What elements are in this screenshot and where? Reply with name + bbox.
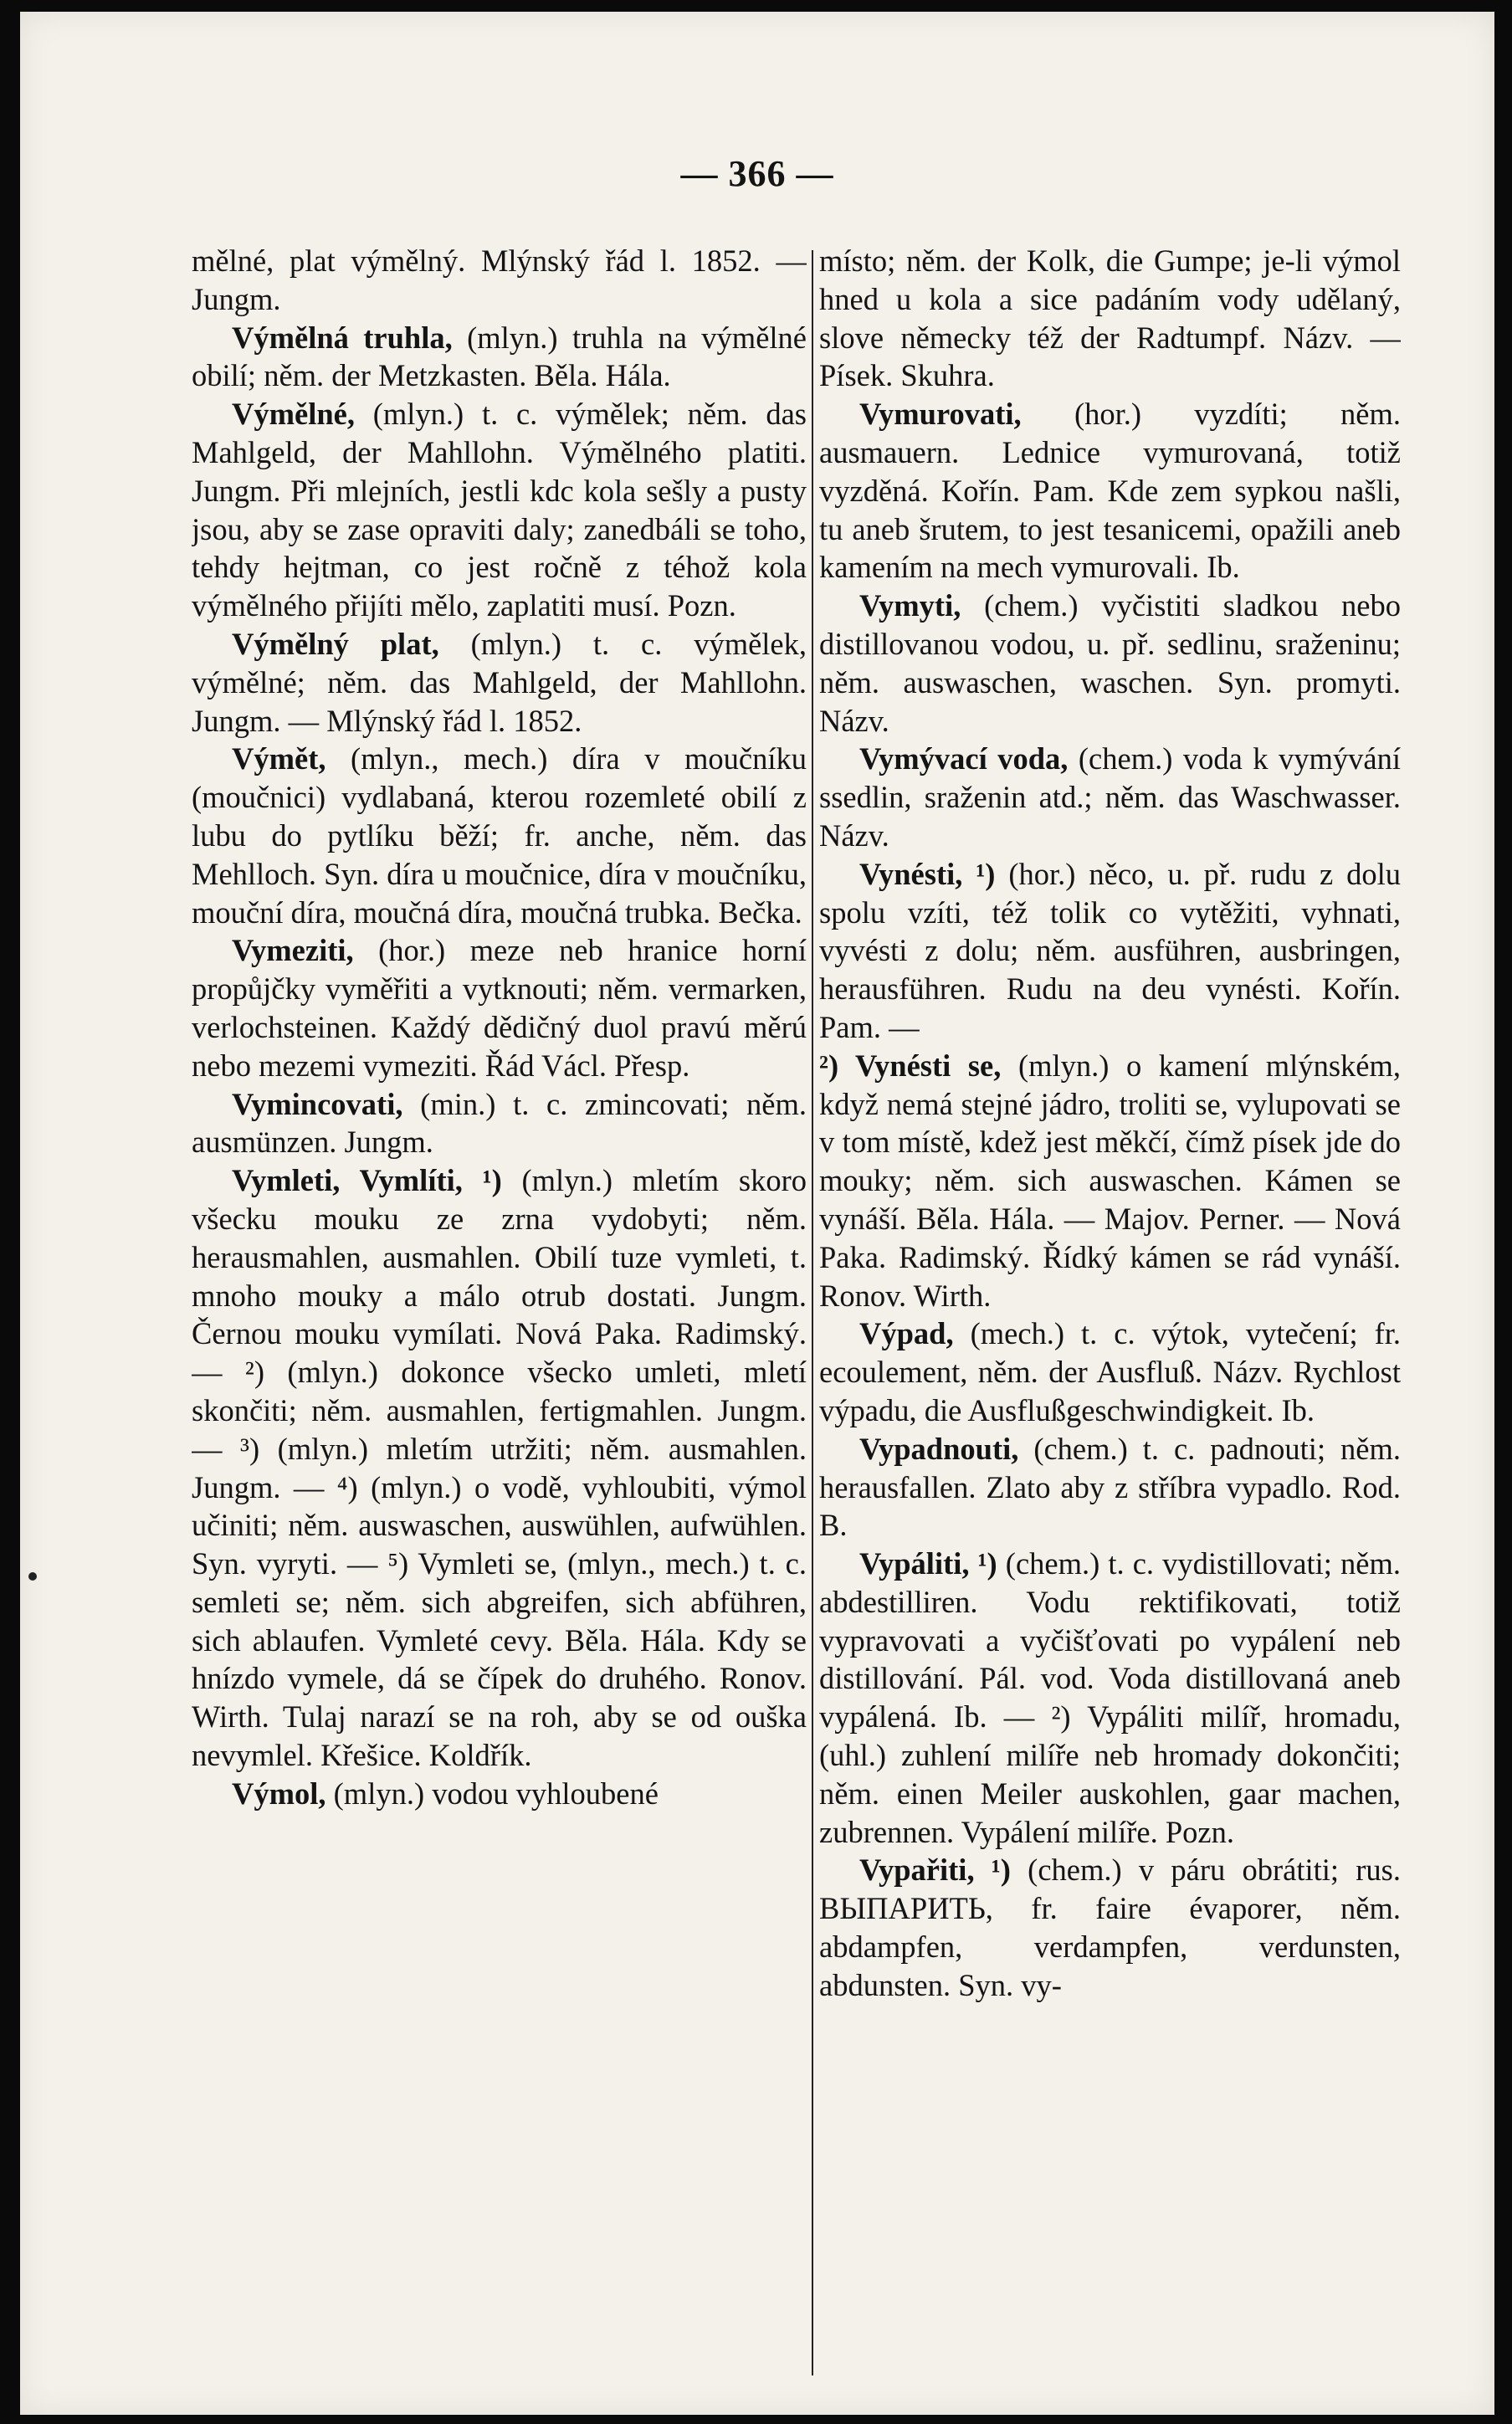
dictionary-entry (192, 319, 807, 396)
entry-headword: Vypáliti, ¹) (859, 1546, 997, 1581)
entry-text: (hor.) něco, u. př. rudu z dolu spolu vzíti, též tolik co vytěžiti, vyhnati, vyvésti z dolu; něm. ausführen, ausbringen, herausführen. Rudu na deu vynésti. Kořín. Pam. — (819, 856, 1401, 1044)
dictionary-entry (819, 1430, 1401, 1545)
entry-headword: Vynésti, ¹) (859, 856, 996, 891)
dictionary-entry (819, 242, 1401, 395)
dictionary-entry (819, 395, 1401, 587)
entry-text: (mlyn.) o kamení mlýnském, když nemá stejné jádro, troliti se, vylupovati se v tom místě, kdež jest měkčí, čímž písek jde do mouky; něm. sich auswaschen. Kámen se vynáší. Běla. Hála. — Majov. Perner. — Nová Paka. Radimský. Řídký kámen se rád vynáší. Ronov. Wirth. (819, 1048, 1401, 1313)
dictionary-entry (819, 1314, 1401, 1429)
dictionary-entry (819, 1851, 1401, 2004)
entry-headword: Vymincovati, (232, 1086, 403, 1121)
entry-text: (mlyn.) truhla na výmělné obilí; něm. der Metzkasten. Běla. Hála. (192, 320, 807, 393)
entry-headword: Vymyti, (859, 588, 961, 623)
entry-text: (mlyn.) t. c. výmělek; něm. das Mahlgeld, der Mahllohn. Výmělného platiti. Jungm. Při mlejních, jestli kdc kola sešly a pusty jsou, aby se zase opraviti daly; zanedbáli se toho, tehdy hejtman, co jest ročně z téhož kola výmělného přijíti mělo, zaplatiti musí. Pozn. (192, 397, 807, 623)
dictionary-entry (192, 1775, 807, 1813)
left-column (192, 242, 807, 2375)
entry-headword: Výmělná truhla, (232, 320, 453, 355)
entry-text: (mlyn.) mletím skoro všecku mouku ze zrna vydobyti; něm. herausmahlen, ausmahlen. Obilí tuze vymleti, t. mnoho mouky a málo otrub dostati. Jungm. Černou mouku vymílati. Nová Paka. Radimský. — ²) (mlyn.) dokonce všecko umleti, mletí skončiti; něm. ausmahlen, fertigmahlen. Jungm. — ³) (mlyn.) mletím utržiti; něm. ausmahlen. Jungm. — ⁴) (mlyn.) o vodě, vyhloubiti, výmol učiniti; něm. auswaschen, auswühlen, aufwühlen. Syn. vyryti. — ⁵) Vymleti se, (mlyn., mech.) t. c. semleti se; něm. sich abgreifen, sich abführen, sich ablaufen. Vymleté cevy. Běla. Hála. Kdy se hnízdo vymele, dá se čípek do druhého. Ronov. Wirth. Tulaj narazí se na roh, aby se od ouška nevymlel. Křešice. Koldřík. (192, 1163, 807, 1773)
margin-dot (28, 1572, 37, 1581)
entry-text: místo; něm. der Kolk, die Gumpe; je-li výmol hned u kola a sice padáním vody udělaný, slove německy též der Radtumpf. Názv. — Písek. Skuhra. (819, 243, 1401, 393)
column-divider (812, 250, 813, 2375)
dictionary-entry (192, 931, 807, 1084)
entry-text: (mlyn., mech.) díra v moučníku (moučnici) vydlabaná, kterou rozemleté obilí z lubu do pytlíku běží; fr. anche, něm. das Mehlloch. Syn. díra u moučnice, díra v moučníku, mouční díra, moučná díra, moučná trubka. Bečka. (192, 741, 807, 930)
entry-text: (mlyn.) t. c. výmělek, výmělné; něm. das Mahlgeld, der Mahllohn. Jungm. — Mlýnský řád l. 1852. (192, 626, 807, 738)
entry-headword: Výmělný plat, (232, 626, 439, 661)
dictionary-entry (192, 1161, 807, 1775)
dictionary-page (20, 12, 1494, 2415)
entry-headword: Vypařiti, ¹) (859, 1853, 1011, 1888)
entry-text: (chem.) t. c. vydistillovati; něm. abdestilliren. Vodu rektifikovati, totiž vypravovati a vyčišťovati po vypálení neb distillování. Pál. vod. Voda distillovaná aneb vypálená. Ib. — ²) Vypáliti milíř, hromadu, (uhl.) zuhlení milíře neb hromady dokončiti; něm. einen Meiler auskohlen, gaar machen, zubrennen. Vypálení milíře. Pozn. (819, 1546, 1401, 1849)
dictionary-entry (192, 395, 807, 625)
page-number: — 366 — (680, 153, 834, 194)
dictionary-entry (819, 740, 1401, 854)
dictionary-entry (819, 1047, 1401, 1315)
entry-headword: Vymurovati, (859, 397, 1022, 432)
entry-text: (mlyn.) vodou vyhloubené (325, 1776, 659, 1811)
entry-headword: Výmělné, (232, 397, 355, 432)
right-column (819, 242, 1401, 2375)
entry-headword: Výmět, (232, 741, 326, 776)
dictionary-entry (192, 242, 807, 319)
entry-text: (hor.) meze neb hranice horní propůjčky vyměřiti a vytknouti; něm. vermarken, verlochsteinen. Každý dědičný duol pravú měrú nebo mezemi vymeziti. Řád Václ. Přesp. (192, 933, 807, 1083)
entry-text: (chem.) v páru obrátiti; rus. ВЫПАРИТЬ, fr. faire évaporer, něm. abdampfen, verdampfen, verdunsten, abdunsten. Syn. vy- (819, 1853, 1401, 2002)
entry-text: mělné, plat výmělný. Mlýnský řád l. 1852. — Jungm. (192, 243, 807, 316)
dictionary-entry (819, 587, 1401, 740)
entry-headword: Vymleti, Vymlíti, ¹) (232, 1163, 502, 1198)
dictionary-entry (192, 625, 807, 740)
dictionary-entry (192, 740, 807, 931)
entry-text: (mech.) t. c. výtok, vytečení; fr. ecoulement, něm. der Ausfluß. Názv. Rychlost výpadu, die Ausflußgeschwindigkeit. Ib. (819, 1316, 1401, 1427)
entry-text: (hor.) vyzdíti; něm. ausmauern. Lednice vymurovaná, totiž vyzděná. Kořín. Pam. Kde zem sypkou našli, tu aneb šrutem, to jest tesanicemi, opažili aneb kamením na mech vymurovali. Ib. (819, 397, 1401, 585)
entry-headword: Vymeziti, (232, 933, 354, 968)
entry-headword: Výmol, (232, 1776, 326, 1811)
entry-text: (chem.) vyčistiti sladkou nebo distillovanou vodou, u. př. sedlinu, sraženinu; něm. auswaschen, waschen. Syn. promyti. Názv. (819, 588, 1401, 738)
dictionary-entry (192, 1085, 807, 1162)
entry-headword: ²) Vynésti se, (819, 1048, 1002, 1083)
dictionary-entry (819, 855, 1401, 1047)
entry-text: (min.) t. c. zmincovati; něm. ausmünzen. Jungm. (192, 1086, 807, 1160)
entry-headword: Výpad, (859, 1316, 954, 1351)
entry-text: (chem.) voda k vymývání ssedlin, sraženin atd.; něm. das Waschwasser. Názv. (819, 741, 1401, 853)
entry-text: (chem.) t. c. padnouti; něm. herausfallen. Zlato aby z stříbra vypadlo. Rod. B. (819, 1431, 1401, 1543)
entry-headword: Vymývací voda, (859, 741, 1069, 776)
dictionary-entry (819, 1545, 1401, 1851)
entry-headword: Vypadnouti, (859, 1431, 1019, 1466)
